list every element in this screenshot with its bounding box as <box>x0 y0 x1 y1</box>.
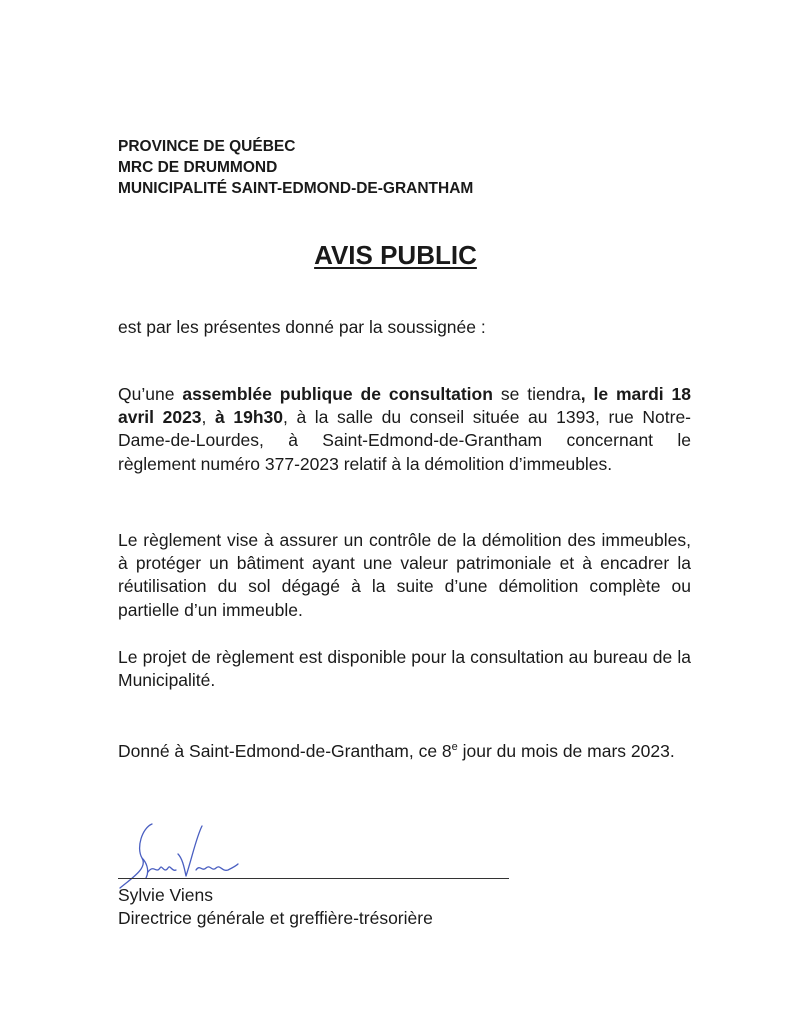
header-municipality: MUNICIPALITÉ SAINT-EDMOND-DE-GRANTHAM <box>118 180 474 197</box>
signatory-name: Sylvie Viens <box>118 885 214 905</box>
notice-title: AVIS PUBLIC <box>314 240 477 270</box>
signature-line <box>118 878 509 879</box>
signatory <box>118 884 433 930</box>
signatory-role: Directrice générale et greffière-trésorière <box>118 908 433 928</box>
header-province: PROVINCE DE QUÉBEC <box>118 138 296 155</box>
header-mrc: MRC DE DRUMMOND <box>118 159 278 176</box>
paragraph-purpose: Le règlement vise à assurer un contrôle de la démolition des immeubles, à protéger un bâtiment ayant une valeur patrimoniale et à encadrer la réutilisation du sol dégagé à la suite d’une démolition complète ou partielle d’un immeuble. <box>118 530 691 620</box>
intro-text: est par les présentes donné par la soussignée : <box>118 317 486 337</box>
paragraph-meeting: Qu’une assemblée publique de consultation se tiendra, le mardi 18 avril 2023, à 19h30, à la salle du conseil située au 1393, rue Notre-Dame-de-Lourdes, à Saint-Edmond-de-Grantham concernant le règlement numéro 377-2023 relatif à la démolition d’immeubles. <box>118 384 692 474</box>
paragraph-availability: Le projet de règlement est disponible pour la consultation au bureau de la Municipalité. <box>118 647 691 691</box>
document-header <box>118 136 473 199</box>
closing-date: Donné à Saint-Edmond-de-Grantham, ce 8e jour du mois de mars 2023. <box>118 741 675 761</box>
